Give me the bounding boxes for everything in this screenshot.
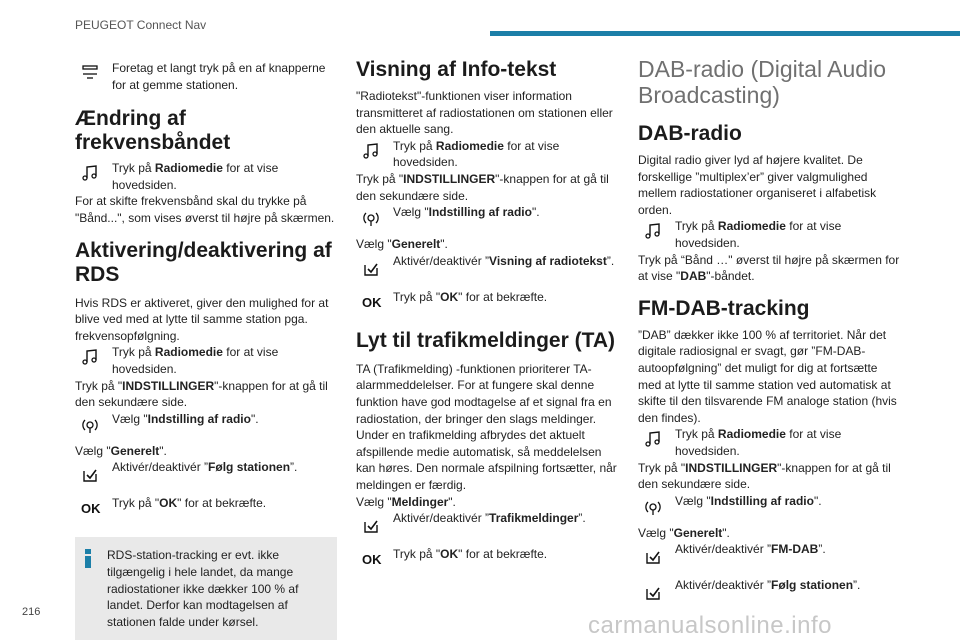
infotext-text-3-bold: Generelt (391, 237, 441, 252)
infotext-text-2-pre: Tryk på " (356, 171, 404, 186)
rds-text-2 (75, 378, 337, 411)
ta-step-2 (356, 546, 620, 574)
infotext-step-3 (356, 253, 620, 281)
tracking-text-2-post: "-knappen for at gå til den sekundære side. (638, 460, 891, 492)
rds-text-2-post: "-knappen for at gå til den sekundære side. (75, 378, 328, 410)
rds-text-2-pre: Tryk på " (75, 378, 123, 393)
band-step-1-bold: Radiomedie (154, 161, 223, 176)
rds-step-4-pre: Tryk på " (112, 496, 160, 511)
ta-step-1-pre: Aktivér/deaktivér ” (393, 511, 490, 526)
music-note-icon (643, 429, 663, 449)
ok-icon: OK (362, 294, 382, 310)
rds-step-1 (75, 344, 337, 377)
header-title: PEUGEOT Connect Nav (75, 18, 207, 32)
band-heading: Ændring af frekvensbåndet (75, 107, 231, 155)
tracking-step-4-pre: Aktivér/deaktivér ” (675, 578, 772, 593)
band-step-1-pre: Tryk på (112, 161, 155, 176)
rds-text-3 (75, 443, 337, 460)
info-note-text: RDS-station-tracking er evt. ikke tilgængelig i hele landet, da mange radiostationer ikke dækker 100 % af landet. Derfor kan modtagelsen af stationen falde under kørsel. (107, 548, 299, 629)
ok-icon: OK (81, 501, 101, 517)
tracking-step-4-post: ”. (853, 578, 861, 593)
dab-text-2 (638, 252, 902, 285)
music-note-icon (643, 221, 663, 241)
infotext-heading: Visning af Info-tekst (356, 58, 557, 81)
infotext-text: "Radiotekst"-funktionen viser information transmitteret af radiostationen om stationen eller den aktuelle sang. (356, 89, 613, 137)
dab-heading: DAB-radio (638, 122, 742, 145)
ta-text: TA (Trafikmelding) -funktionen prioriterer TA-alarmmeddelelser. For at fungere skal denne funktion have god modtagelse af et signal fra en radiostation, der bringer den slags meldinger. Under en trafikmelding afbrydes det aktuelt afspillende medie automatisk, så meddelelsen kan høres. Den normale afspilning fortsætter, når meldingen er færdig. (356, 361, 617, 492)
tracking-step-1-pre: Tryk på (675, 427, 718, 442)
preset-save-icon (80, 63, 100, 83)
infotext-text-2-bold: INDSTILLINGER (403, 171, 496, 186)
rds-step-3-post: ”. (290, 460, 298, 475)
dab-text: Digital radio giver lyd af højere kvalitet. De forskellige ”multiplex’er” giver valgmulighed mellem radiostationer organiseret i alfabetisk orden. (638, 153, 877, 217)
rds-step-3-bold: Følg stationen (208, 460, 291, 475)
ta-step-2-post: " for at bekræfte. (458, 547, 548, 562)
radio-settings-icon (361, 207, 381, 227)
infotext-text-3-pre: Vælg " (356, 237, 392, 252)
dab-title: DAB-radio (Digital Audio Broadcasting) (638, 56, 887, 108)
column-3 (638, 50, 902, 605)
dab-step-1 (638, 218, 902, 251)
tracking-step-4 (638, 577, 902, 605)
dab-step-1-bold: Radiomedie (717, 219, 786, 234)
infotext-step-4 (356, 289, 620, 317)
radio-settings-icon (80, 414, 100, 434)
checkbox-icon (643, 547, 663, 567)
music-note-icon (80, 163, 100, 183)
ta-text-2 (356, 494, 620, 511)
infotext-step-1 (356, 138, 620, 171)
rds-text: Hvis RDS er aktiveret, giver den mulighed for at blive ved med at lytte til samme station pga. frekvensopfølgning. (75, 295, 329, 343)
infotext-step-2-bold: Indstilling af radio (428, 205, 532, 220)
rds-step-2-post: ". (250, 411, 259, 426)
checkbox-icon (80, 465, 100, 485)
tracking-text-3-bold: Generelt (673, 525, 723, 540)
ok-icon: OK (362, 552, 382, 568)
header-accent-bar (490, 31, 960, 36)
ta-step-2-pre: Tryk på " (393, 547, 441, 562)
infotext-text-2-post: "-knappen for at gå til den sekundære side. (356, 171, 609, 203)
column-1 (75, 50, 337, 640)
watermark: carmanualsonline.info (588, 612, 832, 639)
tracking-step-3-post: ”. (818, 542, 826, 557)
ta-step-1-post: ”. (578, 511, 586, 526)
rds-step-1-pre: Tryk på (112, 345, 155, 360)
band-text: For at skifte frekvensbånd skal du trykke på "Bånd...", som vises øverst til højre på skærmen. (75, 194, 335, 225)
rds-step-2 (75, 411, 337, 439)
infotext-step-3-post: ”. (606, 253, 615, 268)
tracking-step-3-bold: FM-DAB (771, 542, 819, 557)
tracking-text-3-pre: Vælg " (638, 525, 674, 540)
ta-text-2-post: ". (448, 494, 456, 509)
tracking-text-3 (638, 525, 902, 542)
ta-text-2-bold: Meldinger (391, 494, 449, 509)
tracking-text-2-bold: INDSTILLINGER (685, 460, 778, 475)
save-station-step (75, 60, 337, 93)
infotext-step-1-bold: Radiomedie (435, 138, 504, 153)
rds-step-1-bold: Radiomedie (154, 345, 223, 360)
rds-text-2-bold: INDSTILLINGER (122, 378, 215, 393)
tracking-text-2-pre: Tryk på " (638, 460, 686, 475)
infotext-text-2 (356, 171, 620, 204)
tracking-text: ”DAB” dækker ikke 100 % af territoriet. Når det digitale radiosignal er svagt, gør ”FM-DAB-autoopfølgning” det muligt for dig at fortsætte med at lytte til samme station ved automatisk at skifte til den tilsvarende FM analoge station (hvis den findes). (638, 327, 897, 425)
ta-step-1 (356, 510, 620, 538)
tracking-step-1-post: for at vise hovedsiden. (675, 427, 842, 458)
tracking-step-4-bold: Følg stationen (771, 578, 854, 593)
ta-step-2-bold: OK (440, 547, 459, 562)
dab-text-2-bold: DAB (680, 269, 707, 284)
rds-heading: Aktivering/deaktivering af RDS (75, 238, 332, 286)
ta-text-2-pre: Vælg " (356, 494, 392, 509)
intro-text: Foretag et langt tryk på en af knapperne for at gemme stationen. (112, 61, 326, 92)
info-icon (85, 549, 91, 568)
tracking-step-2 (638, 493, 902, 521)
rds-step-4-post: " for at bekræfte. (177, 496, 267, 511)
infotext-step-4-pre: Tryk på " (393, 289, 441, 304)
ta-heading: Lyt til trafikmeldinger (TA) (356, 328, 616, 352)
column-2 (356, 50, 620, 574)
music-note-icon (361, 141, 381, 161)
infotext-step-3-pre: Aktivér/deaktivér ” (393, 253, 490, 268)
rds-text-3-post: ". (159, 443, 167, 458)
tracking-step-3-pre: Aktivér/deaktivér ” (675, 542, 772, 557)
dab-text-2-pre: Tryk på “Bånd …" øverst til højre på skærmen for at vise " (638, 252, 900, 284)
dab-text-2-post: "-båndet. (706, 269, 755, 284)
info-note (75, 537, 337, 640)
tracking-step-2-pre: Vælg " (675, 493, 711, 508)
rds-text-3-bold: Generelt (110, 443, 160, 458)
infotext-step-2-pre: Vælg " (393, 205, 429, 220)
tracking-step-1-bold: Radiomedie (717, 427, 786, 442)
band-step-1-post: for at vise hovedsiden. (112, 161, 279, 192)
infotext-step-2 (356, 204, 620, 232)
infotext-text-3-post: ". (440, 237, 448, 252)
dab-step-1-post: for at vise hovedsiden. (675, 219, 842, 250)
tracking-text-2 (638, 460, 902, 493)
infotext-step-3-bold: Visning af radiotekst (489, 253, 607, 268)
infotext-text-3 (356, 236, 620, 253)
tracking-step-2-post: ". (813, 493, 822, 508)
tracking-step-1 (638, 426, 902, 459)
page-number: 216 (22, 606, 41, 618)
rds-step-1-post: for at vise hovedsiden. (112, 345, 279, 376)
rds-step-2-bold: Indstilling af radio (147, 411, 251, 426)
dab-step-1-pre: Tryk på (675, 219, 718, 234)
music-note-icon (80, 347, 100, 367)
tracking-heading: FM-DAB-tracking (638, 296, 810, 320)
band-step-1 (75, 160, 337, 193)
infotext-step-4-post: " for at bekræfte. (458, 289, 548, 304)
tracking-text-3-post: ". (722, 525, 730, 540)
rds-step-4-bold: OK (159, 496, 178, 511)
rds-text-3-pre: Vælg " (75, 443, 111, 458)
checkbox-icon (643, 583, 663, 603)
rds-step-3 (75, 459, 337, 487)
infotext-step-2-post: ". (531, 205, 540, 220)
ta-step-1-bold: Trafikmeldinger (489, 511, 579, 526)
infotext-step-4-bold: OK (440, 289, 459, 304)
rds-step-4 (75, 495, 337, 523)
checkbox-icon (361, 259, 381, 279)
tracking-step-3 (638, 541, 902, 569)
rds-step-2-pre: Vælg " (112, 411, 148, 426)
tracking-step-2-bold: Indstilling af radio (710, 493, 814, 508)
checkbox-icon (361, 516, 381, 536)
infotext-step-1-post: for at vise hovedsiden. (393, 138, 560, 170)
radio-settings-icon (643, 496, 663, 516)
rds-step-3-pre: Aktivér/deaktivér ” (112, 460, 209, 475)
infotext-step-1-pre: Tryk på (393, 138, 436, 153)
